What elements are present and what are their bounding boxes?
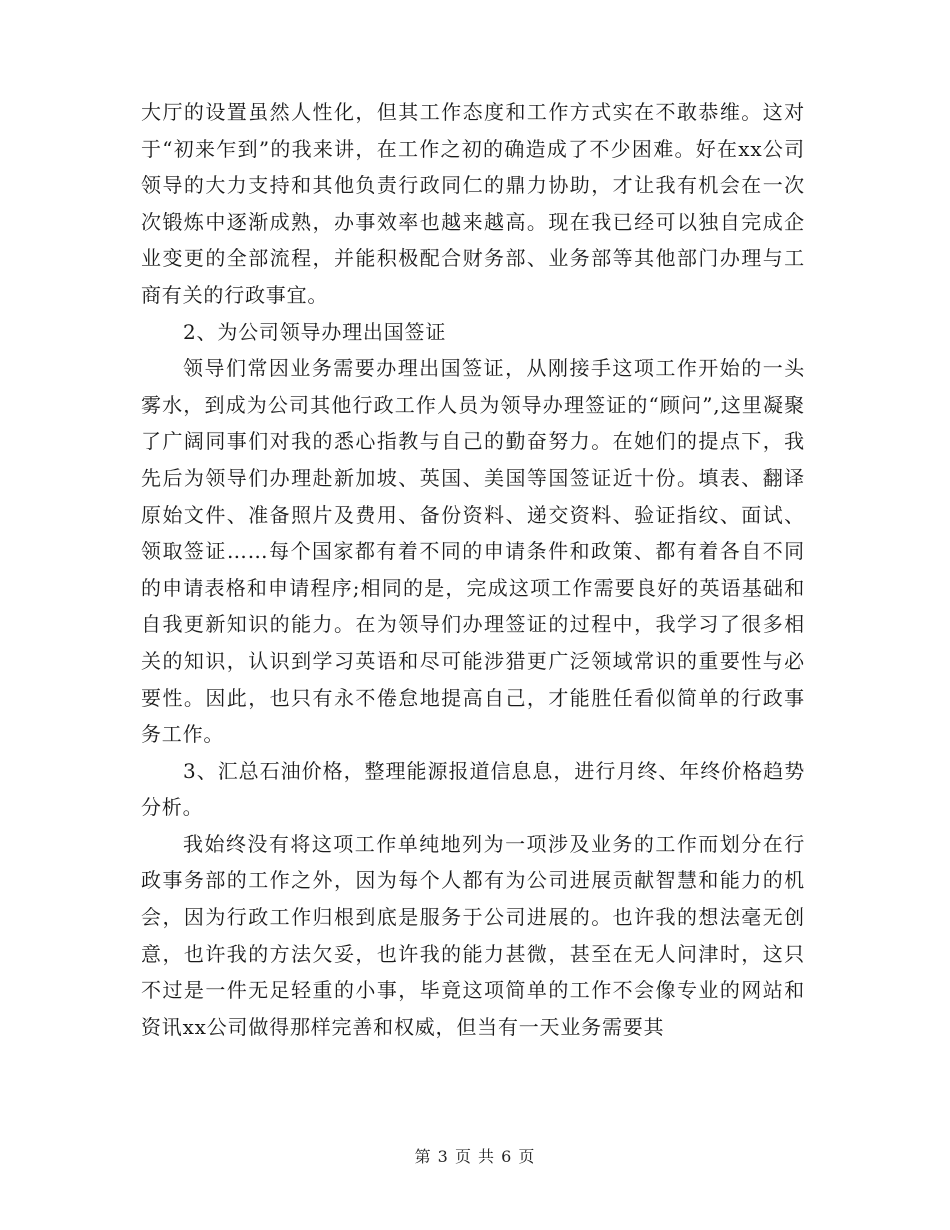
- page-footer: [0, 1144, 950, 1167]
- section-heading-oil-price: 3、汇总石油价格，整理能源报道信息息，进行月终、年终价格趋势分析。: [141, 758, 805, 820]
- paragraph: 我始终没有将这项工作单纯地列为一项涉及业务的工作而划分在行政事务部的工作之外，因为每个人都有为公司进展贡献智慧和能力的机会，因为行政工作归根到底是服务于公司进展的。也许我的想法毫无创意，也许我的方法欠妥，也许我的能力甚微，甚至在无人问津时，这只不过是一件无足轻重的小事，毕竟这项简单的工作不会像专业的网站和资讯xx公司做得那样完善和权威，但当有一天业务需要其: [141, 831, 805, 1039]
- paragraph: 领导们常因业务需要办理出国签证，从刚接手这项工作开始的一头雾水，到成为公司其他行政工作人员为领导办理签证的“顾问”,这里凝聚了广阔同事们对我的悉心指教与自己的勤奋努力。在她们的提点下，我先后为领导们办理赴新加坡、英国、美国等国签证近十份。填表、翻译原始文件、准备照片及费用、备份资料、递交资料、验证指纹、面试、领取签证……每个国家都有着不同的申请条件和政策、都有着各自不同的申请表格和申请程序;相同的是，完成这项工作需要良好的英语基础和自我更新知识的能力。在为领导们办理签证的过程中，我学习了很多相关的知识，认识到学习英语和尽可能涉猎更广泛领域常识的重要性与必要性。因此，也只有永不倦怠地提高自己，才能胜任看似简单的行政事务工作。: [141, 356, 805, 747]
- paragraph: 大厅的设置虽然人性化，但其工作态度和工作方式实在不敢恭维。这对于“初来乍到”的我来讲，在工作之初的确造成了不少困难。好在xx公司领导的大力支持和其他负责行政同仁的鼎力协助，才让我有机会在一次次锻炼中逐渐成熟，办事效率也越来越高。现在我已经可以独自完成企业变更的全部流程，并能积极配合财务部、业务部等其他部门办理与工商有关的行政事宜。: [141, 100, 805, 307]
- page-number: 第 3 页 共 6 页: [414, 1147, 536, 1166]
- section-heading-visa: 2、为公司领导办理出国签证: [183, 319, 447, 344]
- document-body: [141, 94, 805, 1045]
